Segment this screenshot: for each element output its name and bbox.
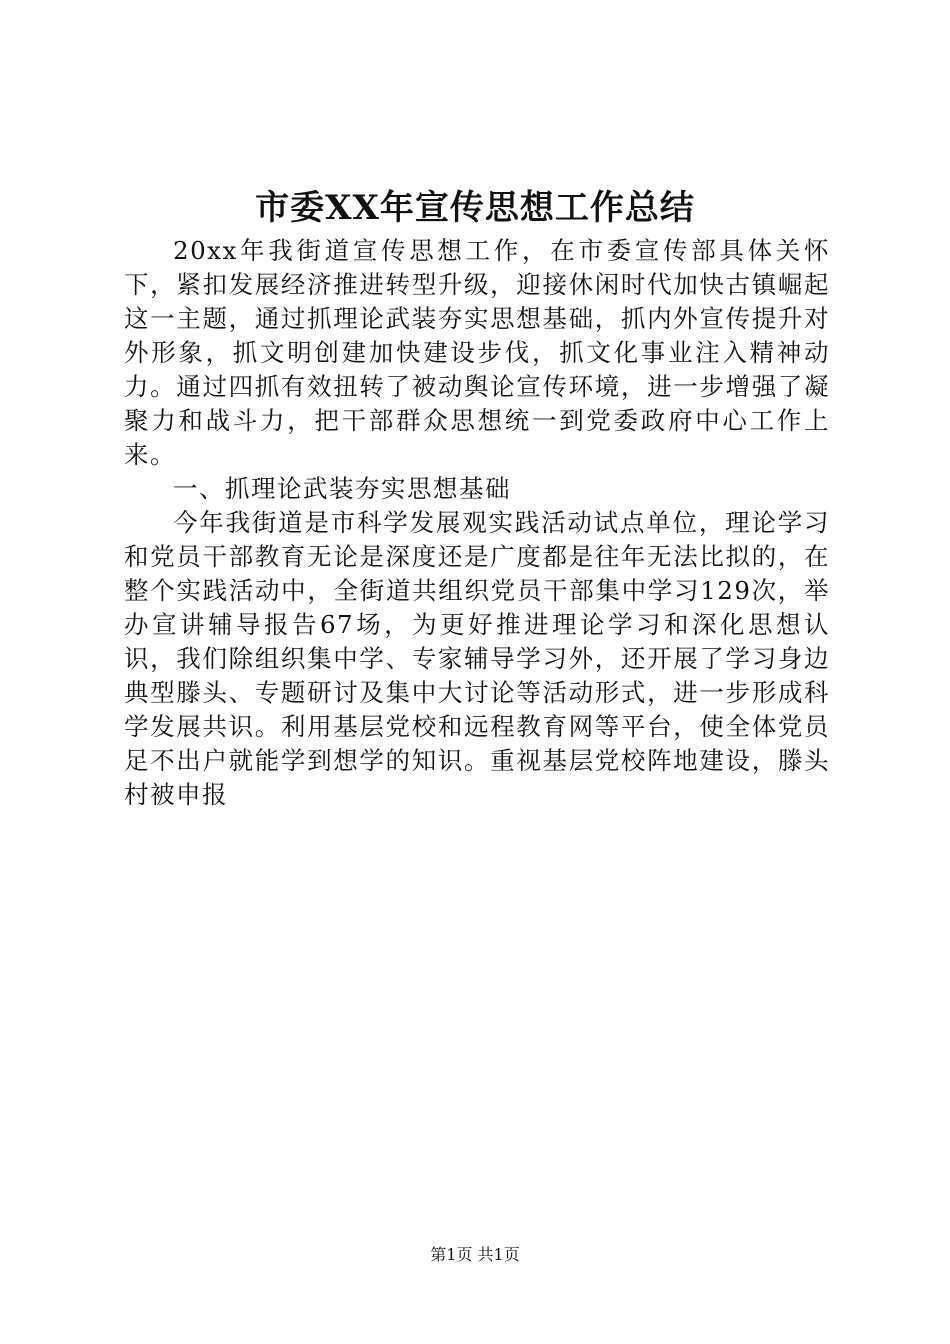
page-footer: 第1页 共1页 <box>430 1245 520 1264</box>
document-title: 市委XX年宣传思想工作总结 <box>255 188 695 228</box>
document-body <box>124 234 830 812</box>
paragraph-intro: 20xx年我街道宣传思想工作，在市委宣传部具体关怀下，紧扣发展经济推进转型升级，迎接休闲时代加快古镇崛起这一主题，通过抓理论武装夯实思想基础，抓内外宣传提升对外形象，抓文明创建加快建设步伐，抓文化事业注入精神动力。通过四抓有效扭转了被动舆论宣传环境，进一步增强了凝聚力和战斗力，把干部群众思想统一到党委政府中心工作上来。 <box>124 236 830 469</box>
section-heading: 一、抓理论武装夯实思想基础 <box>173 474 511 503</box>
paragraph-section-1: 今年我街道是市科学发展观实践活动试点单位，理论学习和党员干部教育无论是深度还是广度都是往年无法比拟的，在整个实践活动中，全街道共组织党员干部集中学习129次，举办宣讲辅导报告67场，为更好推进理论学习和深化思想认识，我们除组织集中学、专家辅导学习外，还开展了学习身边典型滕头、专题研讨及集中大讨论等活动形式，进一步形成科学发展共识。利用基层党校和远程教育网等平台，使全体党员足不出户就能学到想学的知识。重视基层党校阵地建设，滕头村被申报 <box>124 508 830 809</box>
